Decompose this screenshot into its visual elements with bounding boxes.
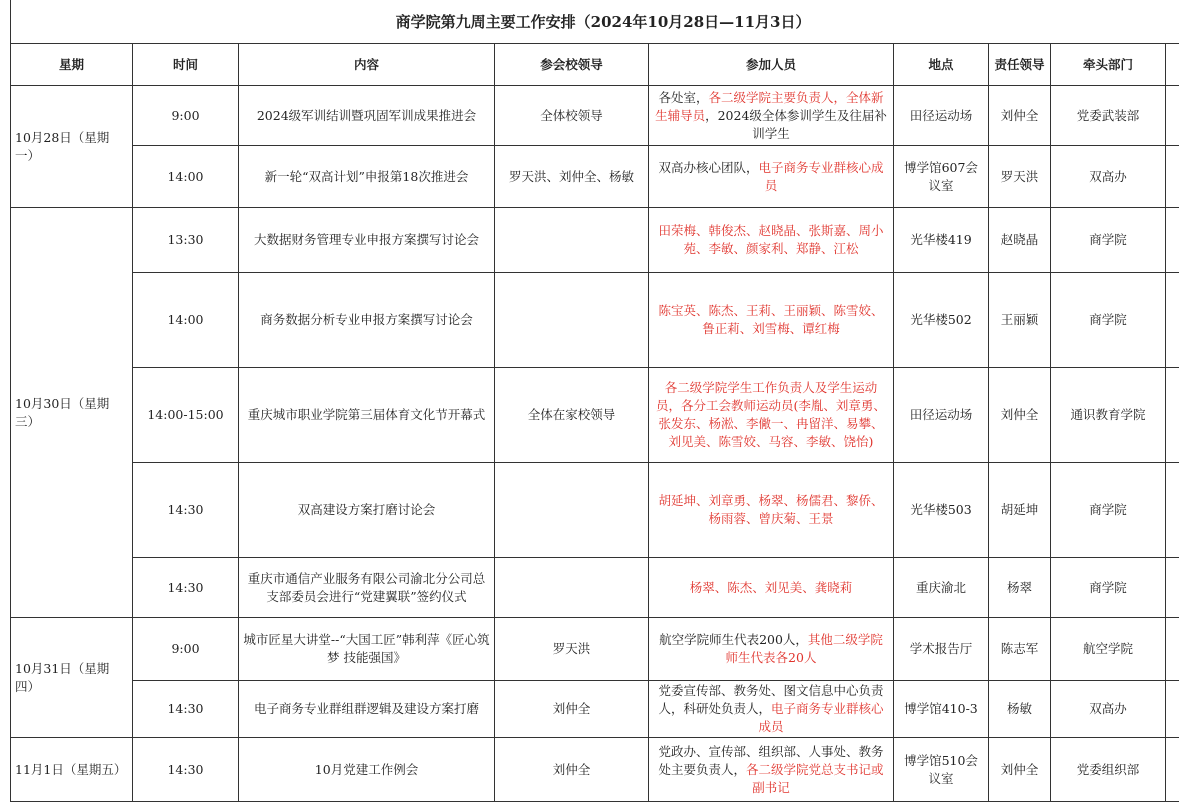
location-cell: 博学馆607会议室 [894, 146, 989, 208]
responsible-leader-cell: 刘仲全 [989, 738, 1051, 802]
participants-text: 党委宣传部、教务处、图文信息中心负责人，科研处负责人， [658, 683, 884, 716]
column-header-extra [1166, 44, 1179, 86]
extra-cell [1166, 208, 1179, 273]
extra-cell [1166, 146, 1179, 208]
participants-cell [649, 146, 894, 208]
time-cell: 14:30 [133, 738, 239, 802]
participants-cell [649, 618, 894, 681]
extra-cell [1166, 558, 1179, 618]
lead-department-cell: 商学院 [1051, 558, 1166, 618]
column-header-responsible-leader: 责任领导 [989, 44, 1051, 86]
participants-cell [649, 273, 894, 368]
participants-text: 双高办核心团队， [658, 159, 759, 175]
content-cell: 商务数据分析专业申报方案撰写讨论会 [239, 273, 495, 368]
time-cell: 14:00-15:00 [133, 368, 239, 463]
table-row [11, 681, 1179, 738]
day-label: 10月30日（星期三） [11, 208, 133, 618]
content-cell: 双高建设方案打磨讨论会 [239, 463, 495, 558]
school-leaders-cell: 全体在家校领导 [495, 368, 649, 463]
day-label: 10月28日（星期一） [11, 86, 133, 208]
extra-cell [1166, 738, 1179, 802]
content-cell: 重庆市通信产业服务有限公司渝北分公司总支部委员会进行“党建翼联”签约仪式 [239, 558, 495, 618]
column-header-location: 地点 [894, 44, 989, 86]
schedule-table [10, 0, 1179, 802]
lead-department-cell: 航空学院 [1051, 618, 1166, 681]
lead-department-cell: 商学院 [1051, 273, 1166, 368]
page-title: 商学院第九周主要工作安排（2024年10月28日—11月3日） [11, 0, 1179, 44]
highlighted-participants: 杨翠、陈杰、刘见美、龚晓莉 [689, 579, 853, 595]
lead-department-cell: 双高办 [1051, 681, 1166, 738]
table-row [11, 86, 1179, 146]
column-header-weekday: 星期 [11, 44, 133, 86]
school-leaders-cell: 刘仲全 [495, 738, 649, 802]
time-cell: 13:30 [133, 208, 239, 273]
participants-cell [649, 463, 894, 558]
table-row [11, 208, 1179, 273]
highlighted-participants: 胡延坤、刘章勇、杨翠、杨儒君、黎侨、杨雨蓉、曾庆菊、王景 [658, 493, 884, 526]
location-cell: 光华楼419 [894, 208, 989, 273]
day-label: 11月1日（星期五） [11, 738, 133, 802]
highlighted-participants: 电子商务专业群核心成员 [758, 159, 884, 193]
content-cell: 10月党建工作例会 [239, 738, 495, 802]
responsible-leader-cell: 刘仲全 [989, 368, 1051, 463]
highlighted-participants: 电子商务专业群核心成员 [758, 701, 884, 734]
responsible-leader-cell: 罗天洪 [989, 146, 1051, 208]
time-cell: 14:30 [133, 463, 239, 558]
content-cell: 电子商务专业群组群逻辑及建设方案打磨 [239, 681, 495, 738]
column-header-lead-department: 牵头部门 [1051, 44, 1166, 86]
responsible-leader-cell: 杨翠 [989, 558, 1051, 618]
highlighted-participants: 其他二级学院师生代表各20人 [725, 632, 883, 665]
school-leaders-cell [495, 208, 649, 273]
school-leaders-cell [495, 273, 649, 368]
participants-text: ，2024级全体参训学生及往届补训学生 [705, 107, 887, 141]
location-cell: 学术报告厅 [894, 618, 989, 681]
time-cell: 14:00 [133, 146, 239, 208]
table-row [11, 368, 1179, 463]
location-cell: 博学馆510会议室 [894, 738, 989, 802]
responsible-leader-cell: 胡延坤 [989, 463, 1051, 558]
table-row [11, 146, 1179, 208]
lead-department-cell: 通识教育学院 [1051, 368, 1166, 463]
participants-text: 航空学院师生代表200人， [659, 632, 808, 647]
responsible-leader-cell: 陈志军 [989, 618, 1051, 681]
lead-department-cell: 商学院 [1051, 208, 1166, 273]
highlighted-participants: 各二级学院主要负责人，全体新生辅导员 [655, 89, 884, 123]
participants-cell [649, 558, 894, 618]
responsible-leader-cell: 王丽颖 [989, 273, 1051, 368]
content-cell: 重庆城市职业学院第三届体育文化节开幕式 [239, 368, 495, 463]
table-row [11, 463, 1179, 558]
location-cell: 重庆渝北 [894, 558, 989, 618]
highlighted-participants: 各二级学院党总支书记或副书记 [746, 761, 884, 795]
responsible-leader-cell: 杨敏 [989, 681, 1051, 738]
column-header-school-leaders: 参会校领导 [495, 44, 649, 86]
lead-department-cell: 党委武装部 [1051, 86, 1166, 146]
time-cell: 14:30 [133, 558, 239, 618]
location-cell: 光华楼503 [894, 463, 989, 558]
lead-department-cell: 党委组织部 [1051, 738, 1166, 802]
extra-cell [1166, 273, 1179, 368]
column-header-content: 内容 [239, 44, 495, 86]
time-cell: 9:00 [133, 618, 239, 681]
table-row [11, 273, 1179, 368]
school-leaders-cell: 全体校领导 [495, 86, 649, 146]
location-cell: 博学馆410-3 [894, 681, 989, 738]
column-header-participants: 参加人员 [649, 44, 894, 86]
extra-cell [1166, 463, 1179, 558]
content-cell: 城市匠星大讲堂--“大国工匠”韩利萍《匠心筑梦 技能强国》 [239, 618, 495, 681]
location-cell: 田径运动场 [894, 86, 989, 146]
content-cell: 大数据财务管理专业申报方案撰写讨论会 [239, 208, 495, 273]
highlighted-participants: 陈宝英、陈杰、王莉、王丽颖、陈雪姣、鲁正莉、刘雪梅、谭红梅 [658, 303, 884, 336]
day-label: 10月31日（星期四） [11, 618, 133, 738]
content-cell: 2024级军训结训暨巩固军训成果推进会 [239, 86, 495, 146]
participants-cell [649, 681, 894, 738]
school-leaders-cell: 刘仲全 [495, 681, 649, 738]
lead-department-cell: 双高办 [1051, 146, 1166, 208]
column-header-time: 时间 [133, 44, 239, 86]
content-cell: 新一轮“双高计划”申报第18次推进会 [239, 146, 495, 208]
highlighted-participants: 各二级学院学生工作负责人及学生运动员，各分工会教师运动员(李胤、刘章勇、张发东、杨淞、李僘一、冉留洋、易攀、刘见美、陈雪姣、马容、李敏、饶怡) [656, 380, 886, 449]
time-cell: 14:30 [133, 681, 239, 738]
table-row [11, 618, 1179, 681]
location-cell: 光华楼502 [894, 273, 989, 368]
responsible-leader-cell: 刘仲全 [989, 86, 1051, 146]
table-row [11, 558, 1179, 618]
extra-cell [1166, 681, 1179, 738]
school-leaders-cell: 罗天洪、刘仲全、杨敏 [495, 146, 649, 208]
participants-text: 各处室， [658, 89, 709, 105]
participants-cell [649, 208, 894, 273]
time-cell: 9:00 [133, 86, 239, 146]
participants-cell [649, 738, 894, 802]
participants-cell [649, 368, 894, 463]
time-cell: 14:00 [133, 273, 239, 368]
responsible-leader-cell: 赵晓晶 [989, 208, 1051, 273]
extra-cell [1166, 618, 1179, 681]
lead-department-cell: 商学院 [1051, 463, 1166, 558]
extra-cell [1166, 368, 1179, 463]
location-cell: 田径运动场 [894, 368, 989, 463]
school-leaders-cell [495, 463, 649, 558]
school-leaders-cell [495, 558, 649, 618]
extra-cell [1166, 86, 1179, 146]
highlighted-participants: 田荣梅、韩俊杰、赵晓晶、张斯嘉、周小苑、李敏、颜家利、郑静、江松 [658, 223, 884, 256]
participants-text: 党政办、宣传部、组织部、人事处、教务处主要负责人， [658, 743, 884, 777]
table-row [11, 738, 1179, 802]
participants-cell [649, 86, 894, 146]
school-leaders-cell: 罗天洪 [495, 618, 649, 681]
